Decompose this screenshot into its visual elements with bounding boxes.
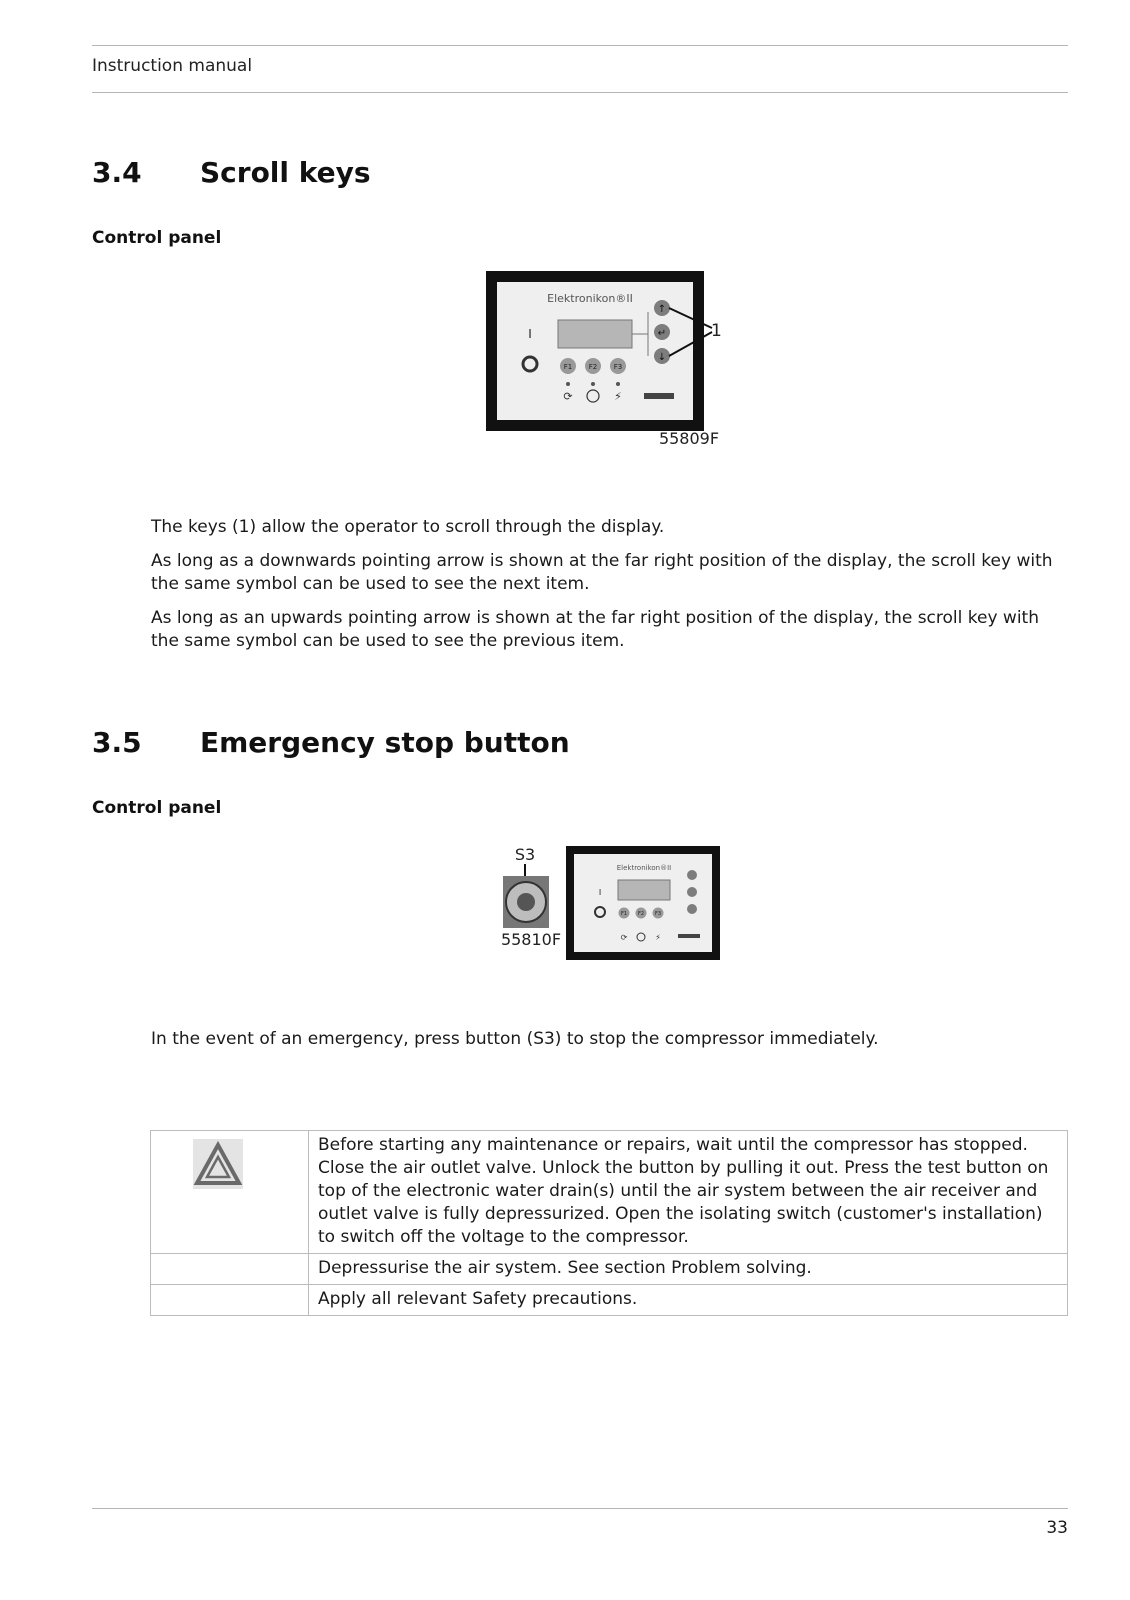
subheading: Control panel [92,798,222,818]
section-number: 3.4 [92,156,142,189]
footer-rule [92,1508,1068,1509]
table-row [151,1254,1068,1285]
auto-operation-icon: ⟳ [620,933,628,942]
start-key-label: I [598,888,602,897]
f2-key-label: F2 [588,363,598,371]
enter-icon: ↵ [657,328,667,339]
page-number: 33 [1046,1518,1068,1538]
table-cell-text: Apply all relevant Safety precautions. [309,1285,1068,1316]
scroll-up-key [687,870,697,880]
f1-key-label: F1 [620,911,628,917]
warning-triangle-icon [193,1139,243,1189]
table-cell-icon [151,1285,309,1316]
paragraph: In the event of an emergency, press button (S3) to stop the compressor immediately. [151,1029,879,1049]
voltage-icon: ⚡ [655,933,661,942]
section-title: Scroll keys [200,156,371,189]
running-header: Instruction manual [92,56,253,76]
table-cell-text: Before starting any maintenance or repairs, wait until the compressor has stopped. Close the air outlet valve. Unlock the button by pulling it out. Press the test button on top of the electronic water drain(s) until the air system between the air receiver and outlet valve is fully depressurized. Open the isolating switch (customer's installation) to switch off the voltage to the compressor. [309,1131,1068,1254]
subheading: Control panel [92,228,222,248]
figure-code: 55810F [500,930,562,949]
figure-code: 55809F [658,429,720,448]
auto-operation-icon: ⟳ [563,390,573,403]
paragraph: As long as a downwards pointing arrow is shown at the far right position of the display, the scroll key with the same symbol can be used to see the next item. [151,551,1053,594]
auto-led [566,382,570,386]
section-number: 3.5 [92,726,142,759]
button-label: S3 [514,845,536,864]
start-key-label: I [528,327,532,341]
emergency-stop-figure [498,842,728,964]
paragraph: As long as an upwards pointing arrow is shown at the far right position of the display, the scroll key with the same symbol can be used to see the previous item. [151,608,1040,651]
arrow-down-icon: ↓ [657,352,667,363]
voltage-icon: ⚡ [614,390,622,403]
safety-notes-table [150,1130,1068,1316]
panel-brand-label: Elektronikon®II [616,864,672,872]
alarm-led [591,382,595,386]
table-cell-icon [151,1254,309,1285]
f2-key-label: F2 [637,911,645,917]
brand-logo [644,393,674,399]
f3-key-label: F3 [613,363,623,371]
arrow-up-icon: ↑ [657,304,667,315]
section-title: Emergency stop button [200,726,570,759]
table-cell-icon [151,1131,309,1254]
table-row [151,1131,1068,1254]
brand-logo [678,934,700,938]
display-screen [558,320,632,348]
f1-key-label: F1 [563,363,573,371]
enter-key [687,887,697,897]
paragraph: The keys (1) allow the operator to scroll through the display. [151,517,665,537]
table-row [151,1285,1068,1316]
table-cell-text: Depressurise the air system. See section Problem solving. [309,1254,1068,1285]
display-screen [618,880,670,900]
callout-number: 1 [711,321,722,341]
header-rule-bottom [92,92,1068,93]
header-rule-top [92,45,1068,46]
f3-key-label: F3 [654,911,662,917]
scroll-down-key [687,904,697,914]
emergency-stop-cap [517,893,535,911]
control-panel-figure [486,270,726,454]
power-led [616,382,620,386]
panel-brand-label: Elektronikon®II [547,292,633,305]
